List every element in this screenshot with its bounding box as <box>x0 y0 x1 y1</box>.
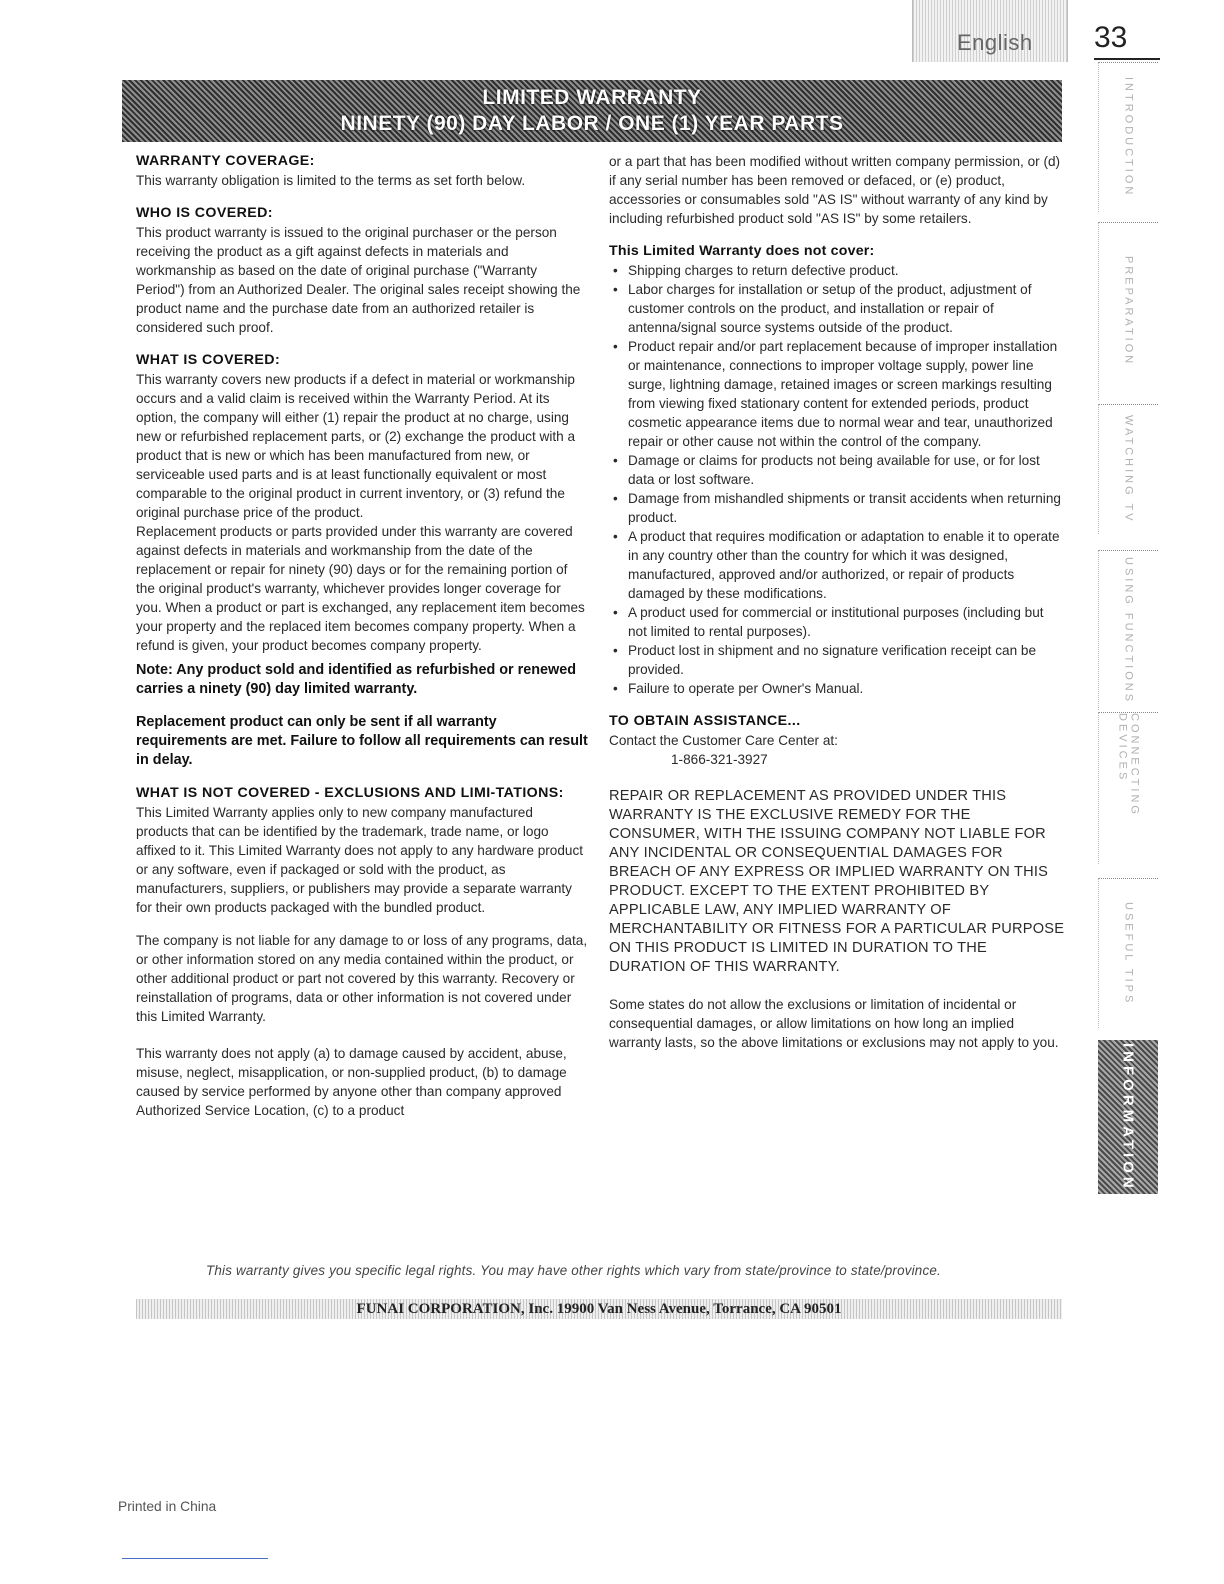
list-item: • Labor charges for installation or setup of the product, adjustment of customer controls on the product, and installation or repair of antenna/signal source systems outside of the product. <box>609 280 1065 337</box>
who-is-covered-section <box>136 204 588 337</box>
side-tab-introduction[interactable] <box>1098 62 1158 212</box>
list-item: • Failure to operate per Owner's Manual. <box>609 679 1065 698</box>
page-title-banner <box>122 80 1062 142</box>
customer-care-phone: 1-866-321-3927 <box>671 752 768 767</box>
list-item: • Product repair and/or part replacement because of improper installation or maintenance, connections to improper voltage supply, power line surge, lightning damage, retained images or screen markings resulting from viewing fixed stationary content for extended periods, product cosmetic appearance items due to normal wear and tear, unauthorized repair or other cause not within the control of the company. <box>609 337 1065 451</box>
list-item: • A product used for commercial or institutional purposes (including but not limited to rental purposes). <box>609 603 1065 641</box>
section-text: This warranty obligation is limited to the terms as set forth below. <box>136 173 526 188</box>
printed-in-label: Printed in China <box>118 1499 217 1514</box>
not-covered-list <box>609 261 1065 698</box>
legal-rights-note: This warranty gives you specific legal rights. You may have other rights which vary from state/province to state/province. <box>206 1263 941 1278</box>
assistance-text: Contact the Customer Care Center at: <box>609 733 838 748</box>
section-heading: WHAT IS COVERED: <box>136 352 281 368</box>
does-not-cover-heading: This Limited Warranty does not cover: <box>609 243 875 259</box>
side-tab-preparation[interactable] <box>1098 222 1158 400</box>
side-tab-useful-tips[interactable] <box>1098 878 1158 1028</box>
section-text: Replacement products or parts provided under this warranty are covered against defects in materials and workmanship from the date of the replacement or repair for ninety (90) days or for the remaining portion of the original product's warranty, whichever provides longer coverage for you. When a product or part is exchanged, any replacement item becomes your property and the replaced item becomes company property. When a refund is given, your product becomes company property. <box>136 524 585 653</box>
right-column <box>609 152 1065 1052</box>
page-number: 33 <box>1094 18 1160 60</box>
section-heading: WHO IS COVERED: <box>136 205 273 221</box>
side-tab-label: INFORMATION <box>1119 1042 1137 1192</box>
liability-text: The company is not liable for any damage to or loss of any programs, data, or other information stored on any media contained within the product, or other additional product or part not covered by this warranty. Recovery or reinstallation of programs, data or other information is not covered under this Limited Warranty. <box>136 933 588 1024</box>
section-text: This product warranty is issued to the original purchaser or the person receiving the product as a gift against defects in materials and workmanship as based on the date of original purchase ("Warranty Period") from an Authorized Dealer. The original sales receipt showing the product name and the purchase date from an authorized retailer is considered such proof. <box>136 225 581 335</box>
list-item: • Shipping charges to return defective product. <box>609 261 1065 280</box>
title-line-1: LIMITED WARRANTY <box>482 86 702 109</box>
section-text: This warranty covers new products if a defect in material or workmanship occurs and a valid claim is received within the Warranty Period. At its option, the company will either (1) repair the product at no charge, using new or refurbished replacement parts, or (2) exchange the product with a product that is new or which has been manufactured from new, or serviceable used parts and is at least functionally equivalent or most comparable to the original product in current inventory, or (3) refund the original purchase price of the product. <box>136 372 576 520</box>
replacement-note: Replacement product can only be sent if all warranty requirements are met. Failure to follow all requirements can result in delay. <box>136 714 588 768</box>
side-tab-using-functions[interactable] <box>1098 550 1158 710</box>
side-tab-label: INTRODUCTION <box>1122 77 1135 198</box>
section-text: This Limited Warranty applies only to new company manufactured products that can be identified by the trademark, trade name, or logo affixed to it. This Limited Warranty does not apply to any hardware product or any software, even if packaged or sold with the product, as manufacturers, suppliers, or publishers may provide a separate warranty for their own products packaged with the bundled product. <box>136 805 584 915</box>
refurbished-note: Note: Any product sold and identified as refurbished or renewed carries a ninety (90) day limited warranty. <box>136 662 577 697</box>
side-tab-information[interactable] <box>1098 1040 1158 1194</box>
side-tab-watching-tv[interactable] <box>1098 404 1158 534</box>
not-covered-section <box>136 784 588 917</box>
list-item: • Damage from mishandled shipments or transit accidents when returning product. <box>609 489 1065 527</box>
remedy-disclaimer: REPAIR OR REPLACEMENT AS PROVIDED UNDER THIS WARRANTY IS THE EXCLUSIVE REMEDY FOR THE CONSUMER, WITH THE ISSUING COMPANY NOT LIABLE FOR ANY INCIDENTAL OR CONSEQUENTIAL DAMAGES FOR BREACH OF ANY EXPRESS OR IMPLIED WARRANTY ON THIS PRODUCT. EXCEPT TO THE EXTENT PROHIBITED BY APPLICABLE LAW, ANY IMPLIED WARRANTY OF MERCHANTABILITY OR FITNESS FOR A PARTICULAR PURPOSE ON THIS PRODUCT IS LIMITED IN DURATION TO THE DURATION OF THIS WARRANTY. <box>609 788 1065 975</box>
assistance-heading: TO OBTAIN ASSISTANCE... <box>609 713 801 729</box>
side-tab-label: CONNECTING DEVICES <box>1116 713 1141 817</box>
warranty-coverage-section <box>136 152 588 190</box>
side-tab-connecting-devices[interactable] <box>1098 712 1158 864</box>
side-tab-label: USING FUNCTIONS <box>1122 556 1135 705</box>
exclusions-text: This warranty does not apply (a) to damage caused by accident, abuse, misuse, neglect, misapplication, or non-supplied product, (b) to damage caused by service performed by anyone other than company approved Authorized Service Location, (c) to a product <box>136 1046 567 1118</box>
list-item: • A product that requires modification or adaptation to enable it to operate in any country other than the country for which it was designed, manufactured, approved and/or authorized, or repair of products damaged by these modifications. <box>609 527 1065 603</box>
list-item: • Damage or claims for products not being available for use, or for lost data or lost software. <box>609 451 1065 489</box>
what-is-covered-section <box>136 351 588 655</box>
exclusions-continued-text: or a part that has been modified without written company permission, or (d) if any serial number has been removed or defaced, or (e) product, accessories or consumables sold "AS IS" without warranty of any kind by including refurbished product sold "AS IS" by some retailers. <box>609 154 1061 226</box>
list-item: • Product lost in shipment and no signature verification receipt can be provided. <box>609 641 1065 679</box>
section-heading: WARRANTY COVERAGE: <box>136 153 315 169</box>
side-tab-label: USEFUL TIPS <box>1122 901 1135 1006</box>
language-label: English <box>957 30 1033 55</box>
side-tab-label: PREPARATION <box>1122 256 1135 367</box>
left-column <box>136 152 588 1120</box>
section-heading: WHAT IS NOT COVERED - EXCLUSIONS AND LIMI-TATIONS: <box>136 785 564 801</box>
divider <box>122 1558 268 1559</box>
company-address-bar: FUNAI CORPORATION, Inc. 19900 Van Ness Avenue, Torrance, CA 90501 <box>136 1299 1062 1319</box>
state-limitations-text: Some states do not allow the exclusions or limitation of incidental or consequential damages, or allow limitations on how long an implied warranty lasts, so the above limitations or exclusions may not apply to you. <box>609 997 1059 1050</box>
side-tab-label: WATCHING TV <box>1122 415 1135 524</box>
language-tab <box>912 0 1068 62</box>
title-line-2: NINETY (90) DAY LABOR / ONE (1) YEAR PARTS <box>340 112 844 135</box>
